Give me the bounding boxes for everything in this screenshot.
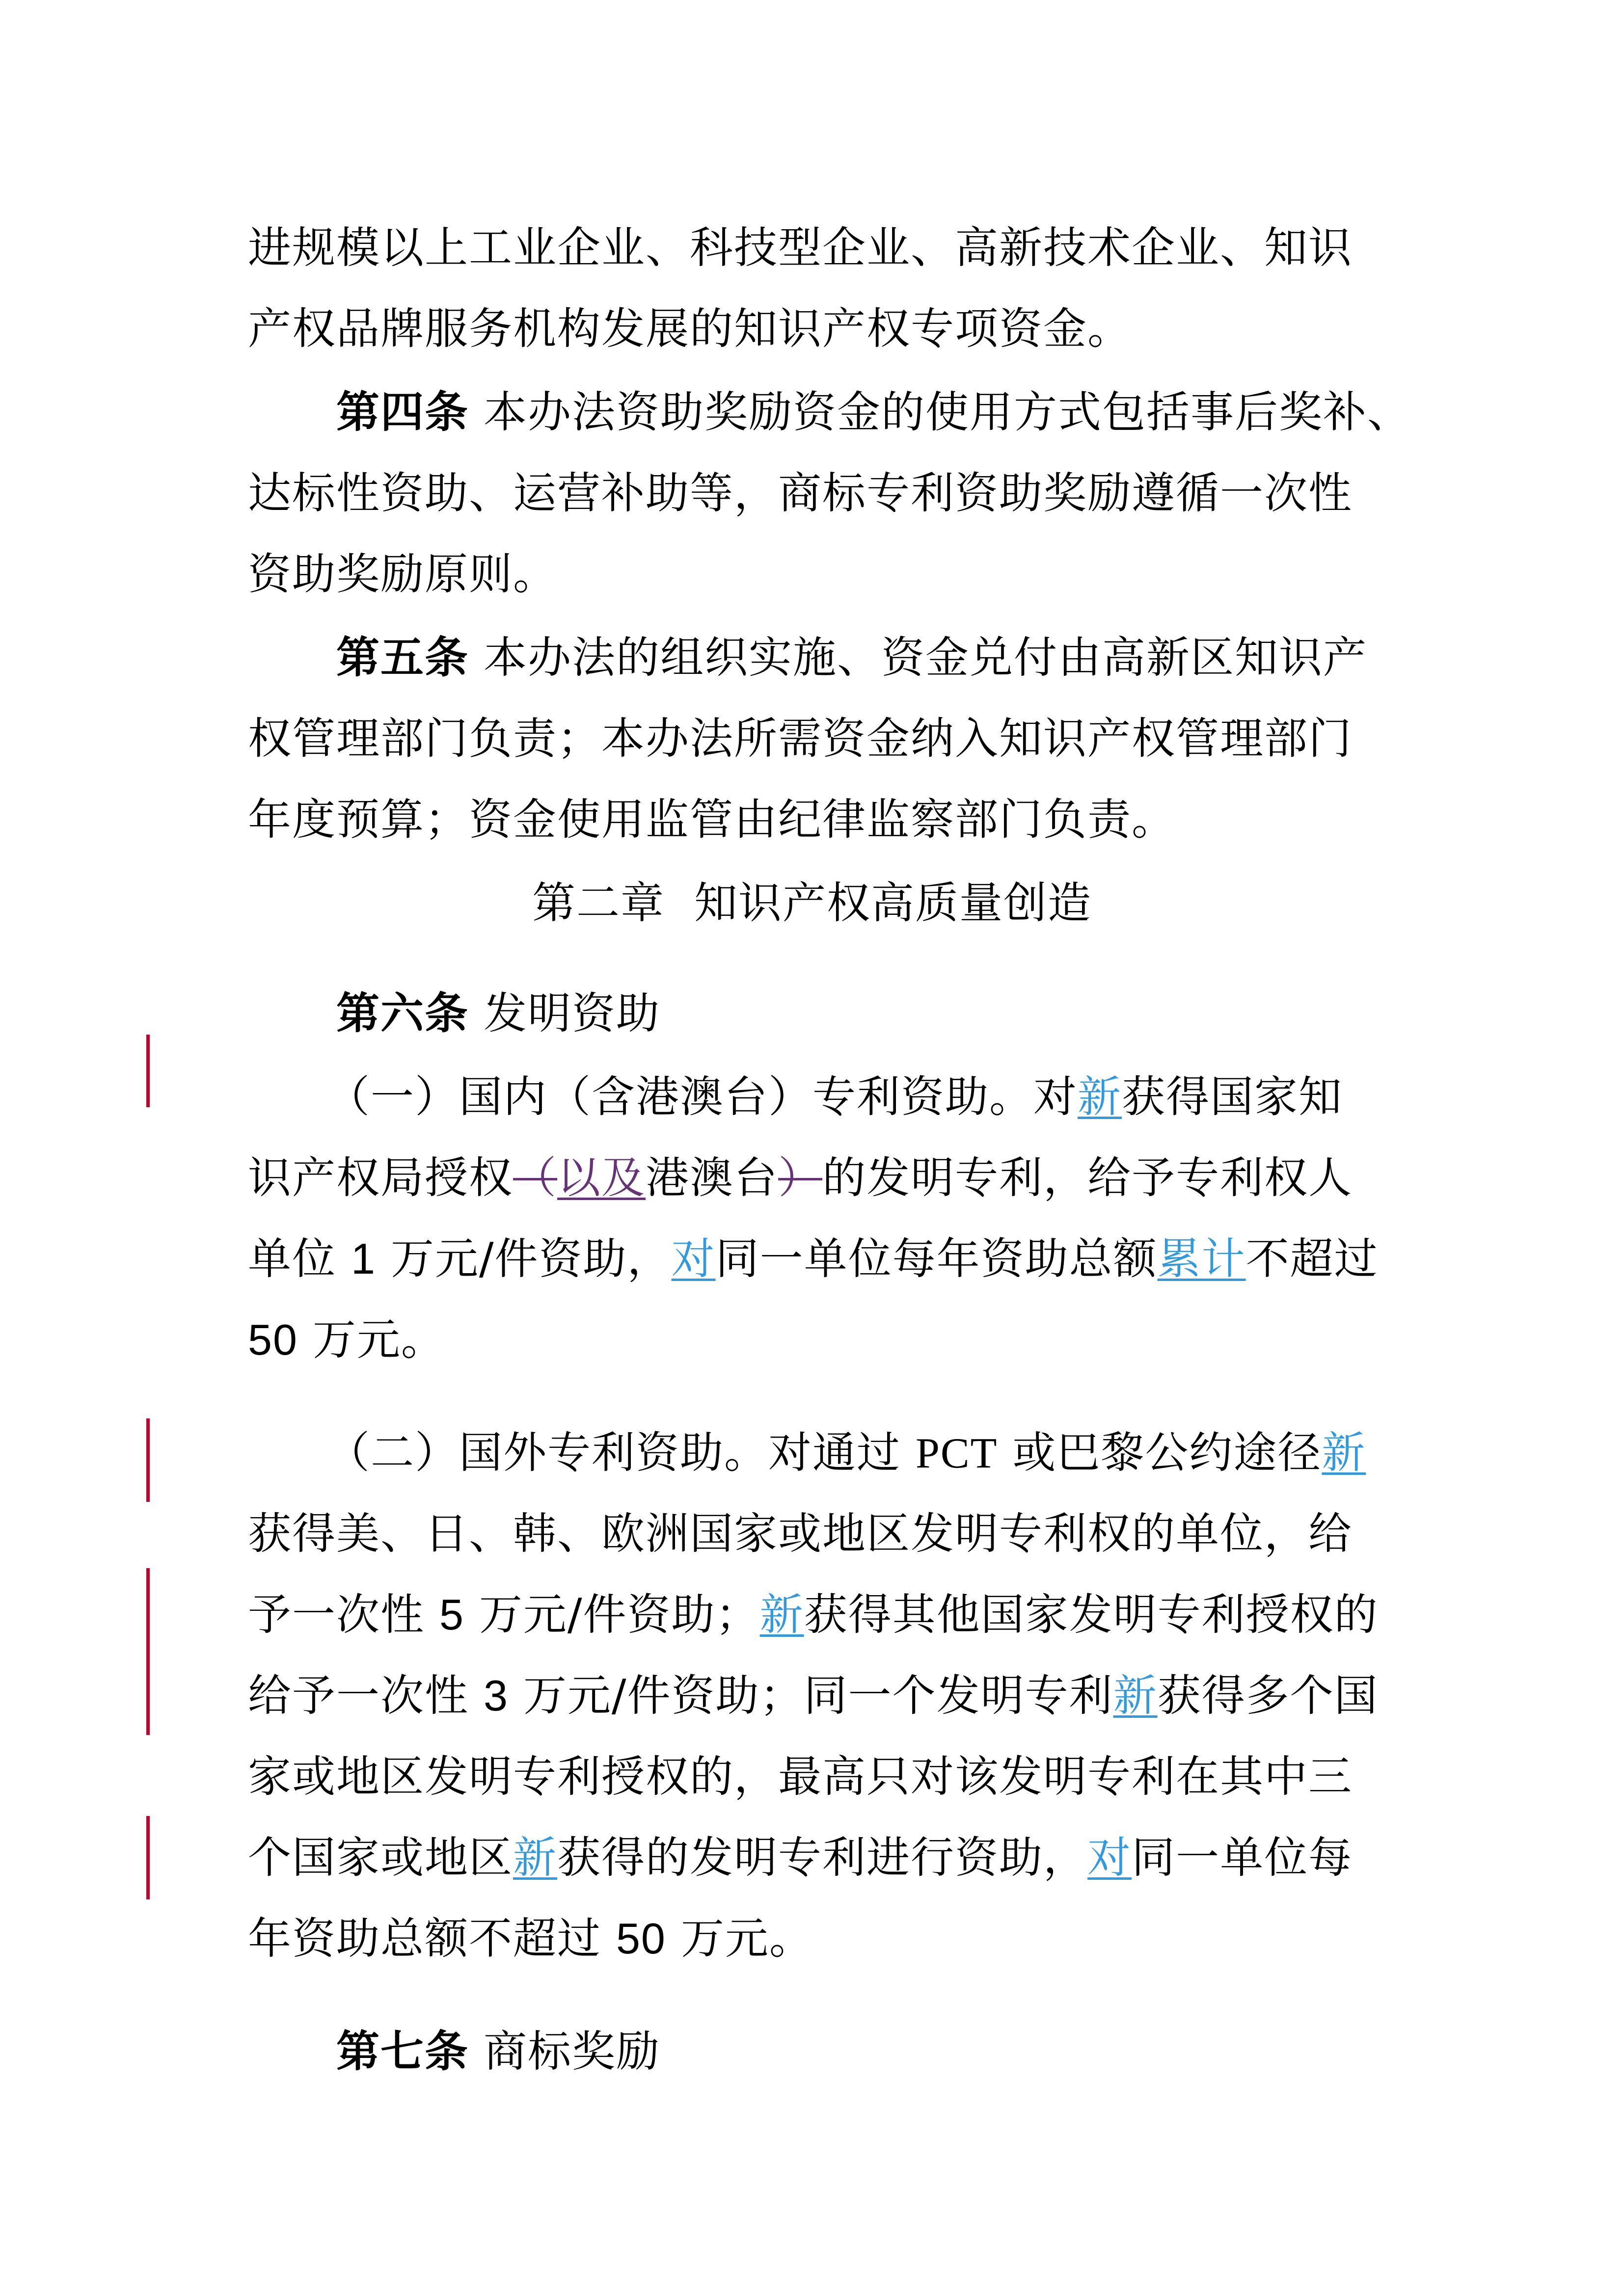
article-4-line [336,388,1411,437]
insertion: 新 [513,1832,558,1883]
insertion: 新 [1078,1071,1122,1122]
text-run: 识产权局授权 [248,1152,514,1203]
number: 1 [351,1234,376,1283]
paragraph-line: 达标性资助、运营补助等，商标专利资助奖励遵循一次性 [248,468,1353,518]
item-2-line-3 [248,1590,1379,1639]
text-run: 万元。 [666,1913,813,1964]
article-4-text: 本办法资助奖励资金的使用方式包括事后奖补、 [484,387,1412,437]
text-run: 个国家或地区 [248,1832,514,1883]
text-run: 获得多个国 [1157,1670,1379,1721]
paragraph-line: 资助奖励原则。 [248,549,558,599]
text-run: 获得国家知 [1122,1071,1343,1122]
item-2-line-7 [248,1914,813,1963]
article-5-line [336,633,1367,682]
text-run: （一）国内（含港澳台）专利资助。对 [326,1071,1078,1122]
latin-text: PCT [915,1430,998,1477]
item-1-line-2 [248,1153,1353,1202]
insertion: 新 [1322,1427,1366,1478]
item-2-line-1 [326,1428,1366,1478]
change-bar [146,1035,150,1107]
chapter-heading: 第二章 知识产权高质量创造 [532,878,1092,928]
number: 3 [483,1671,509,1720]
item-1-line-4 [248,1315,445,1364]
item-2-line-5: 家或地区发明专利授权的，最高只对该发明专利在其中三 [248,1751,1353,1802]
insertion: 以及 [557,1152,646,1203]
change-bar [146,1568,150,1735]
text-run: 给予一次性 [248,1670,484,1721]
insertion: 对 [1087,1832,1132,1883]
number: 5 [439,1590,464,1639]
article-7-title: 第七条 [336,2026,469,2077]
article-6-line [336,989,660,1038]
text-run: 获得其他国家发明专利授权的 [804,1589,1379,1640]
text-run: 万元。 [298,1314,445,1365]
deletion: （ [513,1152,558,1203]
insertion: 累计 [1157,1233,1246,1284]
text-run: 的发明专利，给予专利权人 [822,1152,1353,1203]
article-5-text: 本办法的组织实施、资金兑付由高新区知识产 [484,632,1368,683]
change-bar [146,1816,150,1899]
text-run: 同一单位每年资助总额 [715,1233,1158,1284]
text-run: 予一次性 [248,1589,439,1640]
item-2-line-2: 获得美、日、韩、欧洲国家或地区发明专利权的单位，给 [248,1508,1353,1559]
paragraph-line: 产权品牌服务机构发展的知识产权专项资金。 [248,303,1132,354]
text-run: 同一单位每 [1132,1832,1353,1883]
insertion: 新 [1113,1670,1158,1721]
text-run: 不超过 [1245,1233,1379,1284]
text-run: 万元/件资助， [376,1233,672,1284]
text-run: 万元/件资助； [464,1589,760,1640]
text-run: 万元/件资助；同一个发明专利 [508,1670,1113,1721]
article-6-subtitle: 发明资助 [484,988,661,1039]
change-bar [146,1418,150,1502]
article-7-line [336,2027,660,2076]
article-7-subtitle: 商标奖励 [484,2026,661,2077]
text-run: 年资助总额不超过 [248,1913,616,1964]
item-2-line-6 [248,1833,1353,1882]
article-5-title: 第五条 [336,632,469,683]
article-6-title: 第六条 [336,988,469,1039]
item-1-line-3 [248,1234,1379,1283]
text-run: 或巴黎公约途径 [998,1427,1322,1478]
item-2-line-4 [248,1671,1379,1720]
paragraph-line: 权管理部门负责；本办法所需资金纳入知识产权管理部门 [248,713,1353,764]
deletion: ） [778,1152,823,1203]
insertion: 新 [759,1589,804,1640]
number: 50 [616,1914,666,1963]
text-run: 港澳台 [646,1152,779,1203]
text-run: （二）国外专利资助。对通过 [326,1427,916,1478]
text-run: 获得的发明专利进行资助， [557,1832,1088,1883]
item-1-line-1 [326,1072,1343,1121]
paragraph-line: 年度预算；资金使用监管由纪律监察部门负责。 [248,794,1176,845]
insertion: 对 [671,1233,716,1284]
number: 50 [248,1315,298,1364]
article-4-title: 第四条 [336,387,469,437]
paragraph-line: 进规模以上工业企业、科技型企业、高新技术企业、知识 [248,222,1353,273]
text-run: 单位 [248,1233,351,1284]
